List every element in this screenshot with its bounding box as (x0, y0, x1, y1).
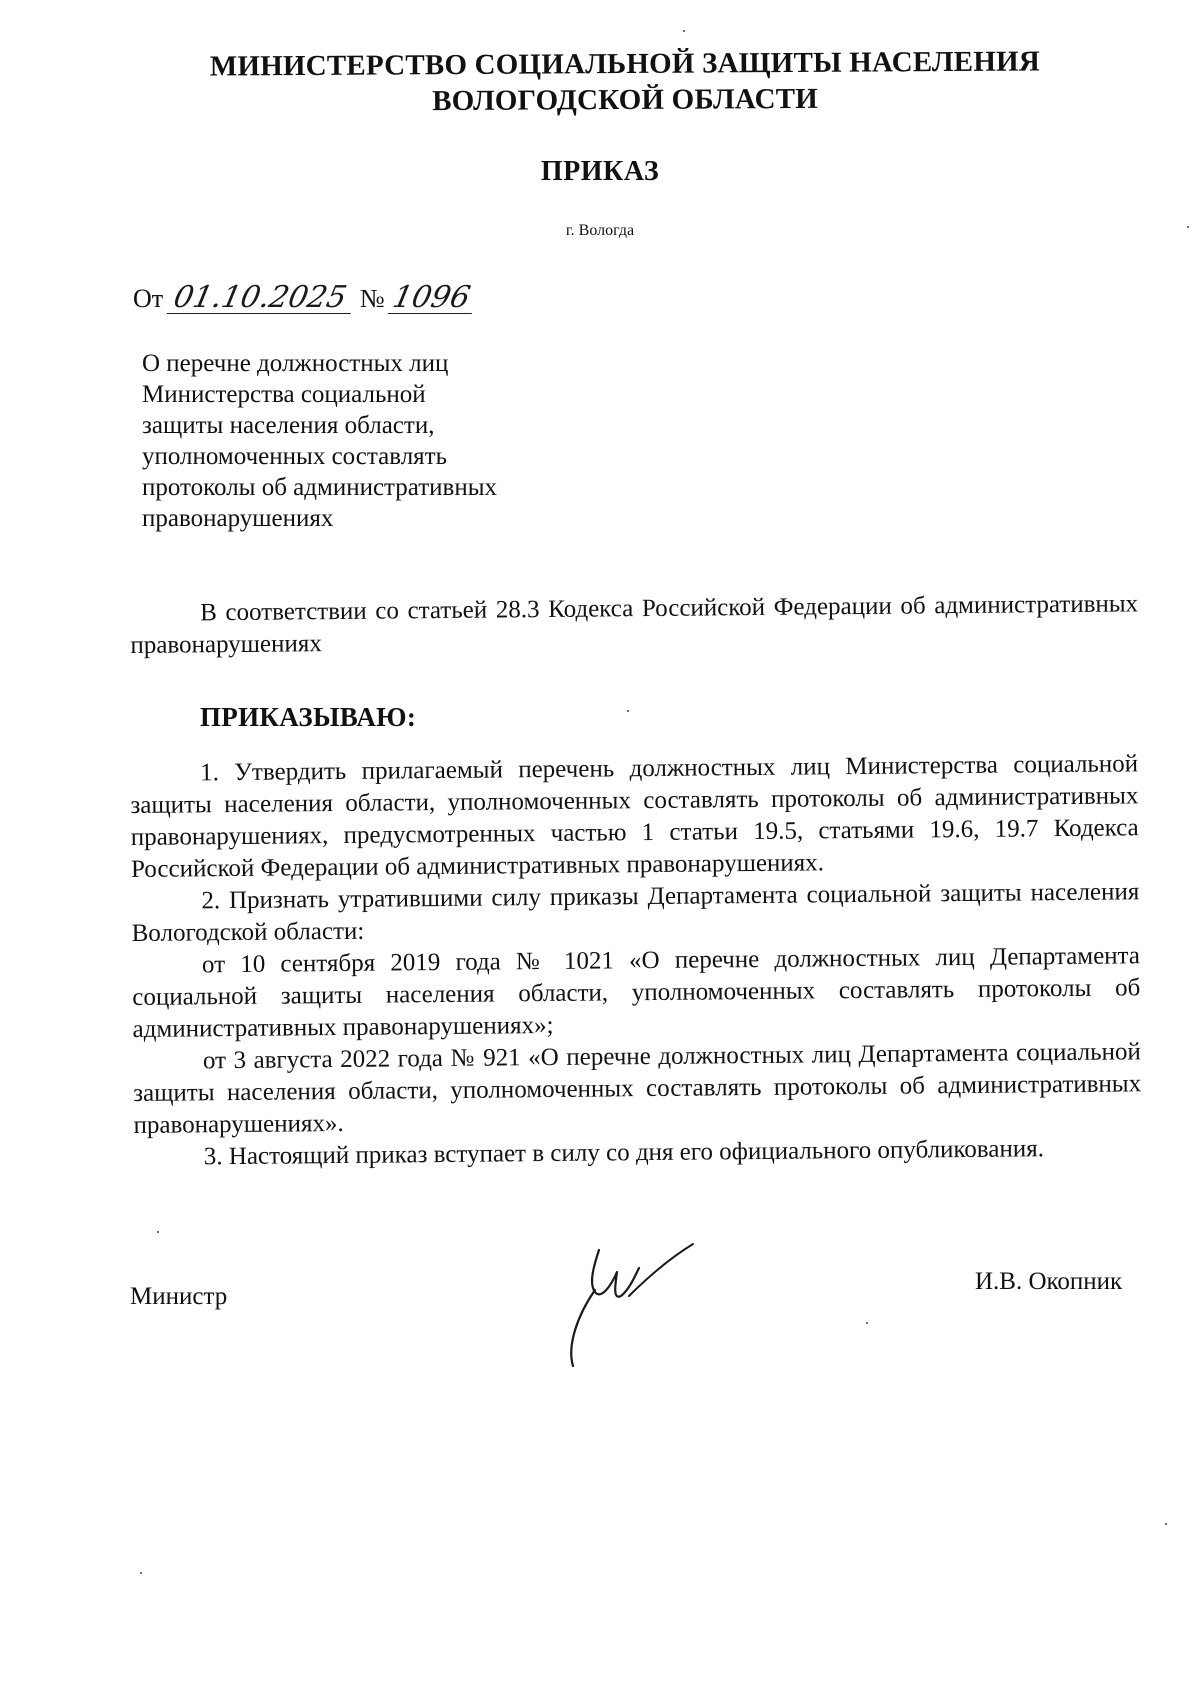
subject-line: уполномоченных составлять (142, 443, 447, 470)
handwritten-signature-icon (555, 1238, 715, 1378)
preamble-paragraph: В соответствии со статьей 28.3 Кодекса Российской Федерации об административных правонарушениях (130, 590, 1139, 659)
order-item-2: 2. Признать утратившими силу приказы Департамента социальной защиты населения Вологодской области: (131, 878, 1140, 947)
city-label: г. Вологда (565, 222, 635, 239)
ministry-name-line1: МИНИСТЕРСТВО СОЦИАЛЬНОЙ ЗАЩИТЫ НАСЕЛЕНИЯ (209, 45, 1041, 83)
decree-word: ПРИКАЗЫВАЮ: (200, 702, 417, 732)
order-item-2-sub-2: от 3 августа 2022 года № 921 «О перечне должностных лиц Департамента социальной защиты населения области, уполномоченных составлять протоколы об административных правонарушениях». (133, 1038, 1142, 1139)
handwritten-date: 01.10.2025 (166, 283, 356, 314)
order-item-3: 3. Настоящий приказ вступает в силу со дня его официального опубликования. (203, 1135, 1045, 1171)
date-number-line (133, 280, 476, 315)
order-item-1: 1. Утвердить прилагаемый перечень должностных лиц Министерства социальной защиты населения области, уполномоченных составлять протоколы об административных правонарушениях, предусмотренных частью 1 статьи 19.5, статьями 19.6, 19.7 Кодекса Российской Федерации об административных правонарушениях. (130, 750, 1139, 883)
preamble-block (130, 588, 1139, 662)
ministry-name-line2: ВОЛОГОДСКОЙ ОБЛАСТИ (432, 82, 819, 118)
signer-role: Министр (130, 1283, 228, 1310)
handwritten-number: 1096 (388, 283, 479, 314)
subject-line: защиты населения области, (142, 412, 435, 439)
date-prefix: От (133, 284, 164, 313)
order-items (130, 748, 1142, 1174)
order-item-2-sub-1: от 10 сентября 2019 года № 1021 «О перечне должностных лиц Департамента социальной защиты населения области, уполномоченных составлять протоколы об административных правонарушениях»; (132, 942, 1141, 1043)
scan-speck (140, 1572, 142, 1574)
scan-speck (1187, 226, 1189, 228)
number-prefix: № (359, 284, 385, 313)
order-subject (142, 348, 582, 534)
subject-line: правонарушениях (142, 505, 334, 532)
signer-name: И.В. Окопник (975, 1268, 1123, 1295)
subject-line: Министерства социальной (142, 381, 426, 408)
subject-line: О перечне должностных лиц (142, 350, 449, 377)
scan-speck (1165, 1523, 1167, 1525)
scan-speck (683, 30, 685, 32)
document-type-title: ПРИКАЗ (540, 156, 660, 187)
scan-speck (157, 1231, 159, 1233)
scan-speck (627, 710, 629, 712)
scan-speck (866, 1322, 868, 1324)
ministry-header (180, 43, 1070, 120)
subject-line: протоколы об административных (142, 474, 498, 501)
